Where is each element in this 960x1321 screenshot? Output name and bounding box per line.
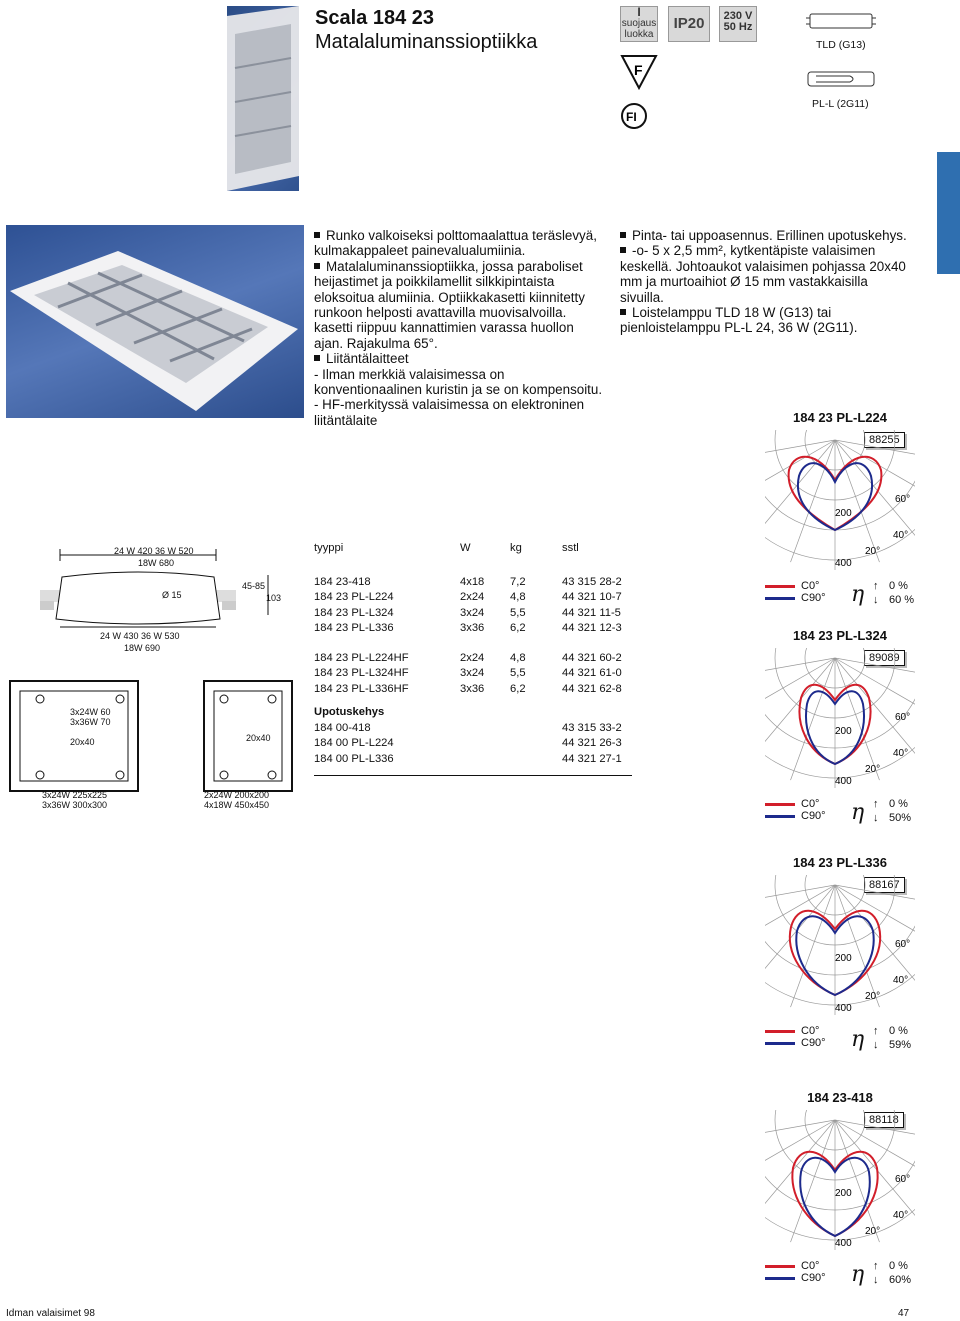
dim-box2-c: 20x40 <box>246 733 271 743</box>
table-cell: 2x24 <box>460 651 485 664</box>
polar-label: 60° <box>895 1174 911 1185</box>
table-cell: 44 321 12-3 <box>562 622 622 634</box>
table-row <box>314 575 632 591</box>
table-row <box>314 736 632 752</box>
polar-diagram <box>765 648 915 788</box>
dim-diameter: Ø 15 <box>162 590 182 600</box>
polar-grid-ray <box>835 885 915 908</box>
photometric-block <box>760 855 920 1052</box>
dim-bottom-1: 24 W 430 36 W 530 <box>100 631 180 641</box>
table-cell: 6,2 <box>510 622 526 634</box>
efficiency-symbol: η <box>851 1262 865 1287</box>
photometric-title: 184 23 PL-L224 <box>793 410 887 425</box>
c0-swatch <box>765 1030 795 1033</box>
table-header <box>314 541 632 557</box>
efficiency-down: 59% <box>889 1039 912 1051</box>
efficiency-up: 0 % <box>889 1260 908 1272</box>
photometric-legend <box>765 798 915 825</box>
table-cell: 5,5 <box>510 667 526 679</box>
c90-swatch <box>765 815 795 818</box>
col-header: W <box>460 542 471 554</box>
polar-grid-ray <box>765 885 835 985</box>
tld-lamp-label: TLD (G13) <box>816 39 866 51</box>
efficiency-down: 60 % <box>889 594 915 606</box>
photometric-title: 184 23 PL-L336 <box>793 855 887 870</box>
table-cell: 184 23 PL-L324 <box>314 606 394 619</box>
table-row <box>314 651 632 667</box>
table-cell: 184 00-418 <box>314 721 371 734</box>
table-cell: 184 00 PL-L336 <box>314 752 394 765</box>
table-cell <box>460 736 510 752</box>
pl-l-lamp-icon <box>806 66 876 92</box>
polar-grid-ray <box>835 1120 915 1220</box>
desc-left-item: - Ilman merkkiä valaisimessa on konventionaalinen kuristin ja se on kompensoitu. <box>314 366 603 398</box>
col-header: sstl <box>562 542 579 554</box>
table-cell <box>460 721 510 737</box>
photometric-block <box>760 410 920 607</box>
accent-tab <box>937 152 960 274</box>
polar-grid-ray <box>835 658 915 758</box>
table-cell <box>460 752 510 768</box>
efficiency-up: 0 % <box>889 580 908 592</box>
table-cell <box>510 752 562 768</box>
table-cell <box>510 736 562 752</box>
photometric-legend <box>765 580 915 607</box>
desc-right-item: Pinta- tai uppoasennus. Erillinen upotuskehys. <box>620 228 910 243</box>
desc-left-item: Runko valkoiseksi polttomaalattua teräslevyä, kulmakappaleet painevalualumiinia. <box>314 228 604 259</box>
svg-text:FI: FI <box>626 110 637 124</box>
polar-label: 400 <box>835 558 852 569</box>
table-cell: 44 321 60-2 <box>562 651 622 664</box>
table-row <box>314 682 632 698</box>
photometric-code: 88255 <box>864 432 905 448</box>
table-cell: 184 00 PL-L224 <box>314 737 394 749</box>
polar-label: 200 <box>835 508 852 519</box>
efficiency-down: 60% <box>889 1274 912 1286</box>
c0-label: C0° <box>801 1025 820 1037</box>
dim-top-2: 18W 680 <box>138 558 175 568</box>
arrow-down-icon: ↓ <box>873 594 879 606</box>
col-header: tyyppi <box>314 542 344 554</box>
ip-rating-badge: IP20 <box>668 6 710 42</box>
c90-label: C90° <box>801 1272 826 1284</box>
dim-box1-b: 3x36W 70 <box>70 717 111 727</box>
table-row <box>314 606 632 622</box>
table-row <box>314 621 632 637</box>
dim-under1-b: 3x36W 300x300 <box>42 800 108 810</box>
polar-grid-ray <box>791 1120 835 1242</box>
table-group-3 <box>314 721 632 768</box>
polar-label: 60° <box>895 712 911 723</box>
table-cell: 3x24 <box>460 606 485 619</box>
dim-under2-a: 2x24W 200x200 <box>204 790 270 800</box>
efficiency-up: 0 % <box>889 798 908 810</box>
photometric-block <box>760 628 920 825</box>
table-cell: 2x24 <box>460 591 485 603</box>
table-cell: 44 321 62-8 <box>562 682 622 695</box>
table-cell: 44 321 11-5 <box>562 606 621 619</box>
luminaire-image-main <box>6 225 304 418</box>
c90-swatch <box>765 1277 795 1280</box>
polar-diagram <box>765 875 915 1015</box>
polar-grid-ray <box>765 440 835 463</box>
table-cell: 3x36 <box>460 682 485 695</box>
dim-bottom-2: 18W 690 <box>124 643 161 653</box>
product-table <box>314 541 632 776</box>
photometric-code: 89089 <box>864 650 905 666</box>
polar-label: 400 <box>835 1238 852 1249</box>
efficiency-symbol: η <box>851 800 865 825</box>
polar-grid-ray <box>835 1120 915 1143</box>
table-bottom-rule <box>314 775 632 776</box>
product-photo-main <box>6 225 304 418</box>
table-cell: 44 321 26-3 <box>562 737 622 749</box>
table-cell: 184 23 PL-L224HF <box>314 651 409 664</box>
polar-label: 20° <box>865 1226 881 1237</box>
product-photo-top <box>227 6 299 191</box>
fi-mark-icon <box>620 102 648 130</box>
protection-class-badge: I suojaus luokka <box>621 5 657 40</box>
polar-grid-ray <box>835 658 915 681</box>
c90-label: C90° <box>801 810 826 822</box>
polar-label: 400 <box>835 1003 852 1014</box>
table-cell: 7,2 <box>510 575 526 588</box>
dimension-drawing <box>8 535 298 820</box>
dim-height-2: 103 <box>266 593 282 603</box>
table-row <box>314 666 632 682</box>
polar-label: 40° <box>893 748 909 759</box>
photometric-block <box>760 1090 920 1287</box>
table-cell: 184 23 PL-L336 <box>314 622 394 634</box>
page-number: 47 <box>898 1308 910 1319</box>
polar-diagram <box>765 1110 915 1250</box>
table-cell: 3x36 <box>460 622 485 634</box>
c0-label: C0° <box>801 580 820 592</box>
arrow-up-icon: ↑ <box>873 798 879 810</box>
dim-height-1: 45-85 <box>242 581 266 591</box>
table-row <box>314 752 632 768</box>
table-cell <box>510 721 562 737</box>
polar-grid-ray <box>765 885 835 908</box>
table-cell: 4,8 <box>510 651 526 664</box>
dim-top-1: 24 W 420 36 W 520 <box>114 546 194 556</box>
arrow-down-icon: ↓ <box>873 1274 879 1286</box>
description-right <box>620 228 910 336</box>
table-cell: 44 321 61-0 <box>562 667 622 679</box>
table-cell: 44 321 27-1 <box>562 752 622 765</box>
polar-grid-ray <box>835 1120 879 1242</box>
polar-label: 200 <box>835 953 852 964</box>
polar-label: 20° <box>865 764 881 775</box>
c0-swatch <box>765 1265 795 1268</box>
table-row <box>314 590 632 606</box>
arrow-up-icon: ↑ <box>873 1025 879 1037</box>
desc-left-item: Liitäntälaitteet <box>314 351 604 366</box>
col-header: kg <box>510 542 522 554</box>
polar-label: 200 <box>835 726 852 737</box>
photometric-legend <box>765 1260 915 1287</box>
table-cell: 184 23 PL-L336HF <box>314 682 409 695</box>
c0-label: C0° <box>801 798 820 810</box>
photometric-code: 88167 <box>864 877 905 893</box>
dim-under1-a: 3x24W 225x225 <box>42 790 108 800</box>
f-mark-icon <box>620 54 658 90</box>
table-group-2 <box>314 651 632 698</box>
table-cell: 43 315 33-2 <box>562 721 622 734</box>
c90-label: C90° <box>801 592 826 604</box>
c0-label: C0° <box>801 1260 820 1272</box>
table-cell: 6,2 <box>510 682 526 695</box>
desc-left-item: - HF-merkityssä valaisimessa on elektroninen liitäntälaite <box>314 397 585 428</box>
polar-label: 40° <box>893 530 909 541</box>
table-group-3-title: Upotuskehys <box>314 706 385 718</box>
dim-box1-c: 20x40 <box>70 737 95 747</box>
photometric-title: 184 23-418 <box>807 1090 873 1105</box>
efficiency-symbol: η <box>851 1027 865 1052</box>
desc-right-item: Loistelamppu TLD 18 W (G13) tai pienloistelamppu PL-L 24, 36 W (2G11). <box>620 305 910 336</box>
c90-swatch <box>765 1042 795 1045</box>
tld-lamp-icon <box>806 8 876 34</box>
polar-label: 400 <box>835 776 852 787</box>
polar-label: 40° <box>893 1210 909 1221</box>
arrow-up-icon: ↑ <box>873 1260 879 1272</box>
table-cell: 184 23 PL-L324HF <box>314 667 409 679</box>
polar-grid-ray <box>765 1120 835 1143</box>
description-left <box>314 228 604 428</box>
table-cell: 4,8 <box>510 591 526 603</box>
arrow-up-icon: ↑ <box>873 580 879 592</box>
table-cell: 5,5 <box>510 606 526 619</box>
desc-left-item: Matalaluminanssioptiikka, jossa paraboliset heijastimet ja poikkilamellit silkkipintaista eloksoitua alumiinia. Optiikkakasetti kiinnitetty runkoon helposti avattavilla muovisalvoilla. kasetti riippuu kannattimien varassa huollon ajan. Rajakulma 65°. <box>314 259 604 351</box>
table-cell: 44 321 10-7 <box>562 591 622 603</box>
luminaire-image-top <box>227 6 299 191</box>
svg-text:F: F <box>634 62 643 78</box>
table-cell: 43 315 28-2 <box>562 575 622 588</box>
efficiency-down: 50% <box>889 812 912 824</box>
polar-grid-ray <box>835 885 915 985</box>
page-title <box>315 6 537 54</box>
photometric-code: 88118 <box>864 1112 904 1128</box>
dim-box1-a: 3x24W 60 <box>70 707 111 717</box>
table-group-1 <box>314 575 632 637</box>
polar-label: 60° <box>895 939 911 950</box>
dim-under2-b: 4x18W 450x450 <box>204 800 270 810</box>
polar-grid-ray <box>765 658 835 681</box>
c0-swatch <box>765 585 795 588</box>
voltage-badge: 230 V 50 Hz <box>719 6 757 42</box>
table-cell: 4x18 <box>460 575 485 588</box>
desc-right-item: -o- 5 x 2,5 mm², kytkentäpiste valaisimen keskellä. Johtoaukot valaisimen pohjassa 20x40 mm ja murtoaihiot Ø 15 mm vastakkaisilla sivuilla. <box>620 243 910 305</box>
c0-swatch <box>765 803 795 806</box>
footer-left: Idman valaisimet 98 <box>6 1308 95 1319</box>
polar-label: 200 <box>835 1188 852 1199</box>
polar-label: 20° <box>865 546 881 557</box>
efficiency-symbol: η <box>851 582 865 607</box>
c90-label: C90° <box>801 1037 826 1049</box>
table-cell: 184 23 PL-L224 <box>314 591 394 603</box>
pl-l-lamp-label: PL-L (2G11) <box>812 98 869 110</box>
arrow-down-icon: ↓ <box>873 812 879 824</box>
photometric-legend <box>765 1025 915 1052</box>
product-subtitle: Matalaluminanssioptiikka <box>315 31 538 53</box>
table-cell: 3x24 <box>460 667 485 679</box>
product-name: Scala 184 23 <box>315 7 434 29</box>
table-cell: 184 23-418 <box>314 575 371 588</box>
table-row <box>314 721 632 737</box>
arrow-down-icon: ↓ <box>873 1039 879 1051</box>
polar-label: 40° <box>893 975 909 986</box>
polar-label: 20° <box>865 991 881 1002</box>
polar-label: 60° <box>895 494 911 505</box>
c90-swatch <box>765 597 795 600</box>
efficiency-up: 0 % <box>889 1025 908 1037</box>
polar-diagram <box>765 430 915 570</box>
photometric-title: 184 23 PL-L324 <box>793 628 887 643</box>
